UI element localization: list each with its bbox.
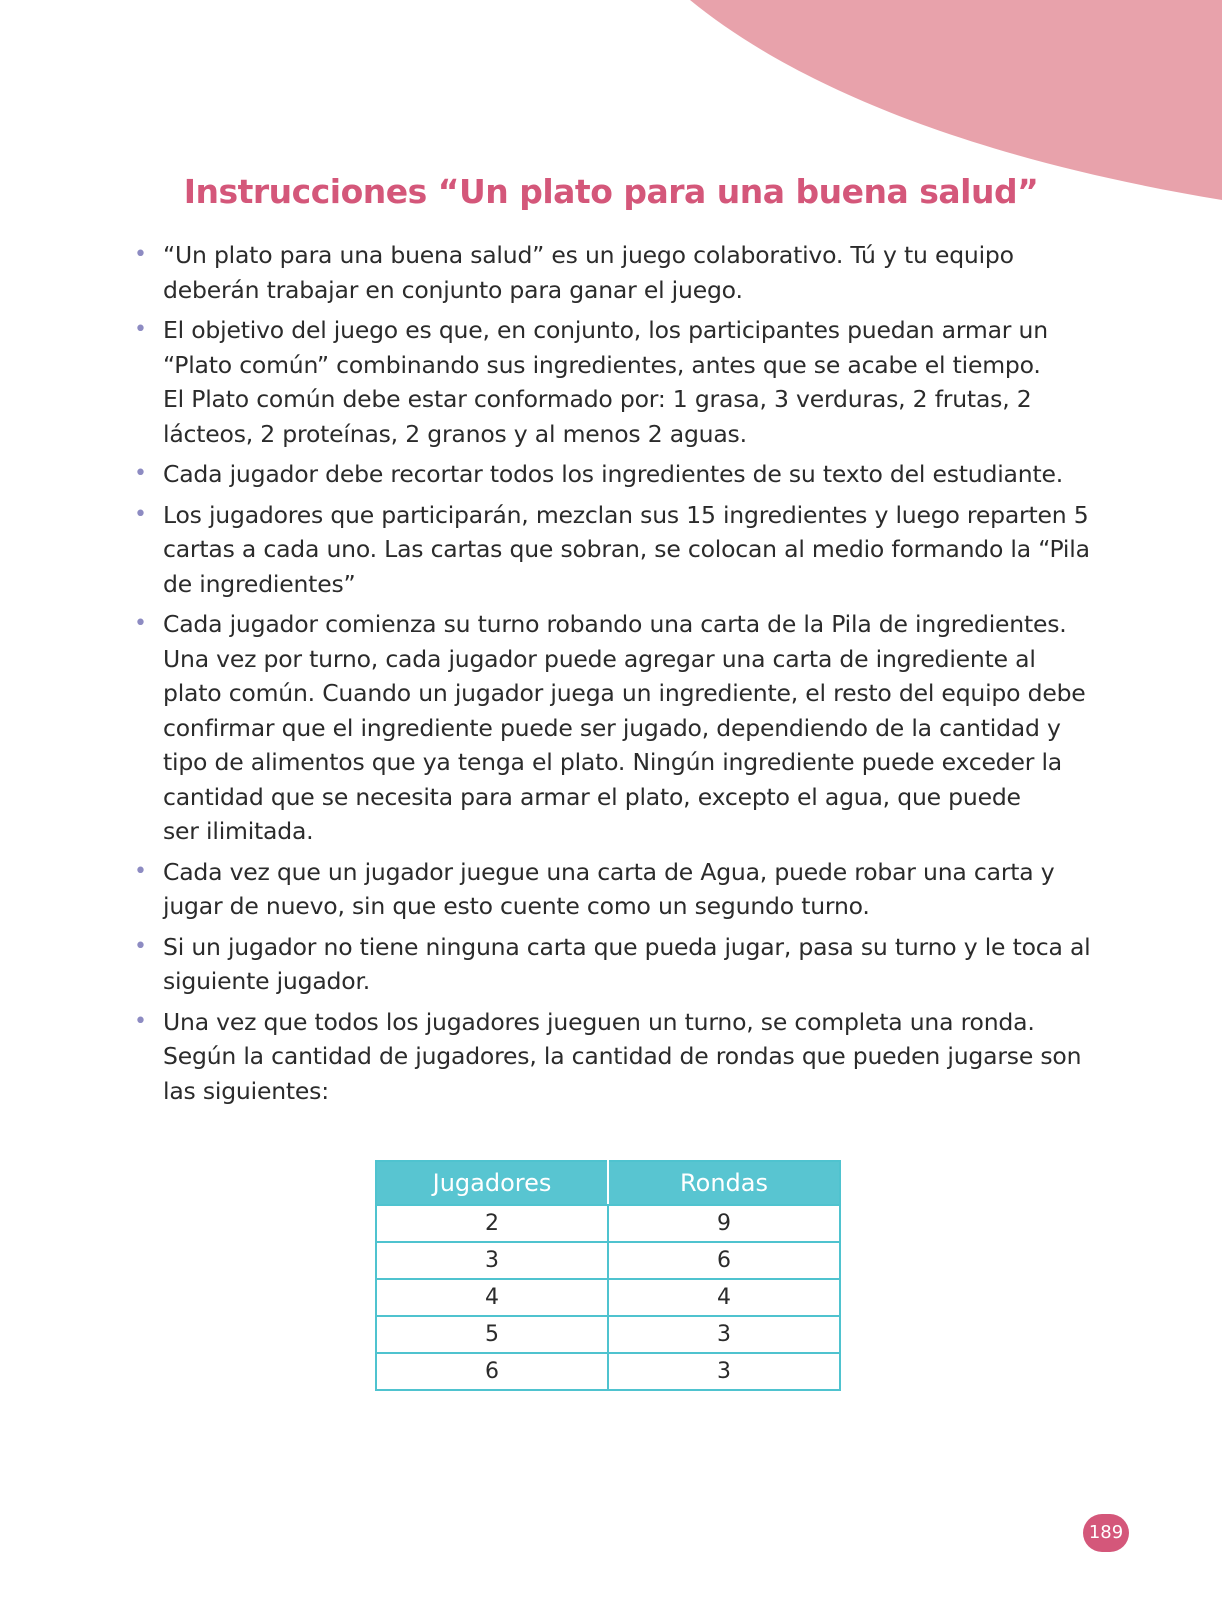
list-item: • “Un plato para una buena salud” es un juego colaborativo. Tú y tu equipo deberán trabajar en conjunto para ganar el juego. [132,238,1122,307]
bullet-dot-icon: • [134,611,147,636]
table-cell: 9 [608,1205,840,1242]
list-item: • Cada jugador comienza su turno robando una carta de la Pila de ingredientes. Una vez por turno, cada jugador puede agregar una carta de ingrediente al plato común. Cuando un jugador juega un ingrediente, el resto del equipo debe confirmar que el ingrediente puede ser jugado, dependiendo de la cantidad y tipo de alimentos que ya tenga el plato. Ningún ingrediente puede exceder la cantidad que se necesita para armar el plato, excepto el agua, que puede ser ilimitada. [132,607,1122,849]
bullet-dot-icon: • [134,1008,147,1034]
column-header-players: Jugadores [376,1161,608,1205]
table-cell: 6 [608,1242,840,1279]
rounds-table [375,1160,841,1391]
bullet-dot-icon: • [134,858,147,884]
list-item: • Cada vez que un jugador juegue una carta de Agua, puede robar una carta y jugar de nuevo, sin que esto cuente como un segundo turno. [132,855,1122,924]
list-item: • El objetivo del juego es que, en conjunto, los participantes puedan armar un “Plato común” combinando sus ingredientes, antes que se acabe el tiempo. El Plato común debe estar conformado por: 1 grasa, 3 verduras, 2 frutas, 2 lácteos, 2 proteínas, 2 granos y al menos 2 aguas. [132,313,1122,451]
table-cell: 2 [376,1205,608,1242]
list-item: • Los jugadores que participarán, mezclan sus 15 ingredientes y luego reparten 5 cartas a cada uno. Las cartas que sobran, se colocan al medio formando la “Pila de ingredientes” [132,498,1122,602]
bullet-dot-icon: • [134,933,147,959]
table-cell: 4 [376,1279,608,1316]
table-cell: 5 [376,1316,608,1353]
table-row [376,1279,840,1316]
table-row [376,1205,840,1242]
table-row [376,1353,840,1390]
column-header-rounds: Rondas [608,1161,840,1205]
bullet-dot-icon: • [134,317,147,342]
list-item: • Una vez que todos los jugadores jueguen un turno, se completa una ronda. Según la cantidad de jugadores, la cantidad de rondas que pueden jugarse son las siguientes: [132,1005,1122,1109]
table-cell: 6 [376,1353,608,1390]
list-item: • Si un jugador no tiene ninguna carta que pueda jugar, pasa su turno y le toca al siguiente jugador. [132,930,1122,999]
page-number-badge: 189 [1083,1514,1129,1552]
table-header-row [376,1161,840,1205]
page-title: Instrucciones “Un plato para una buena salud” [183,172,1039,211]
table-cell: 4 [608,1279,840,1316]
bullet-dot-icon: • [134,242,147,267]
bullet-dot-icon: • [134,461,147,486]
table-row [376,1242,840,1279]
instructions-list [132,238,1122,1114]
table-cell: 3 [608,1316,840,1353]
bullet-dot-icon: • [134,501,147,527]
list-item: • Cada jugador debe recortar todos los ingredientes de su texto del estudiante. [132,457,1122,492]
table-row [376,1316,840,1353]
table-cell: 3 [376,1242,608,1279]
table-cell: 3 [608,1353,840,1390]
